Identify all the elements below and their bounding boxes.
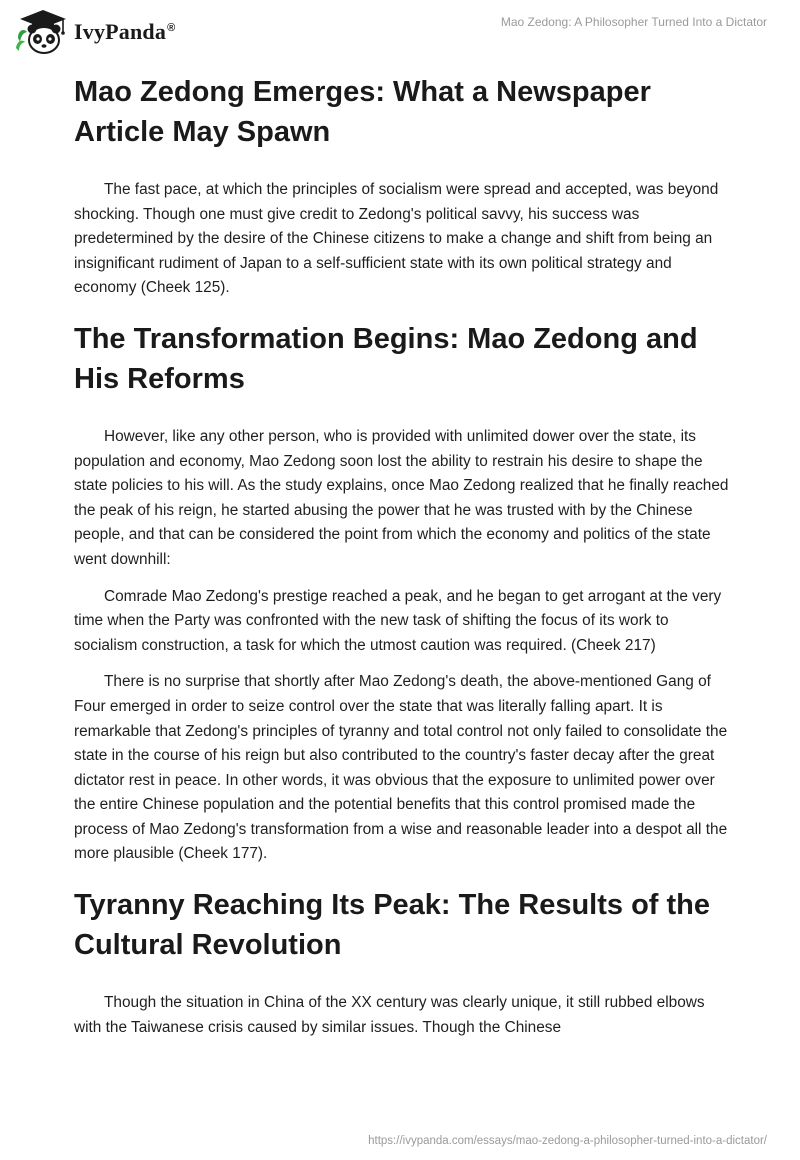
paragraph: The fast pace, at which the principles of socialism were spread and accepted, was beyond shocking. Though one must give credit to Zedong's political savvy, his success was predetermined by the desire of the Chinese citizens to make a change and shift from being an insignificant rudiment of Japan to a self-sufficient state with its own political strategy and economy (Cheek 125). [74,181,719,297]
paragraph: Though the situation in China of the XX century was clearly unique, it still rubbed elbows with the Taiwanese crisis caused by similar issues. Though the Chinese [74,994,705,1036]
section-heading: The Transformation Begins: Mao Zedong and His Reforms [74,322,698,395]
logo-wordmark: IvyPanda® [74,19,176,44]
essay-body [74,72,729,1052]
document-title: Mao Zedong: A Philosopher Turned Into a Dictator [500,15,767,29]
page-header [0,0,800,66]
section-heading: Mao Zedong Emerges: What a Newspaper Article May Spawn [74,76,651,148]
block-quote: Comrade Mao Zedong's prestige reached a peak, and he began to get arrogant at the very time when the Party was confronted with the new task of shifting the focus of its work to socialism construction, a task for which the utmost caution was required. (Cheek 217) [74,587,722,654]
paragraph: There is no surprise that shortly after Mao Zedong's death, the above-mentioned Gang of Four emerged in order to seize control over the state that was literally falling apart. It is remarkable that Zedong's principles of tyranny and total control not only failed to consolidate the state in the course of his reign but also contributed to the country's faster decay after the great dictator rest in peace. In other words, it was obvious that the exposure to unlimited power over the entire Chinese population and the potential benefits that this control promised made the process of Mao Zedong's transformation from a wise and reasonable leader into a despot all the more plausible (Cheek 177). [74,673,728,863]
section-heading: Tyranny Reaching Its Peak: The Results of the Cultural Revolution [74,889,711,962]
panda-graduate-icon [14,8,72,56]
source-url: https://ivypanda.com/essays/mao-zedong-a-philosopher-turned-into-a-dictator/ [368,1135,767,1147]
ivypanda-logo[interactable] [14,8,175,56]
paragraph: However, like any other person, who is provided with unlimited dower over the state, its population and economy, Mao Zedong soon lost the ability to restrain his desire to shape the state policies to his will. As the study explains, once Mao Zedong realized that he finally reached the peak of his reign, he started abusing the power that he was trusted with by the Chinese people, and that can be considered the point from which the economy and politics of the state went downhill: [74,427,729,568]
